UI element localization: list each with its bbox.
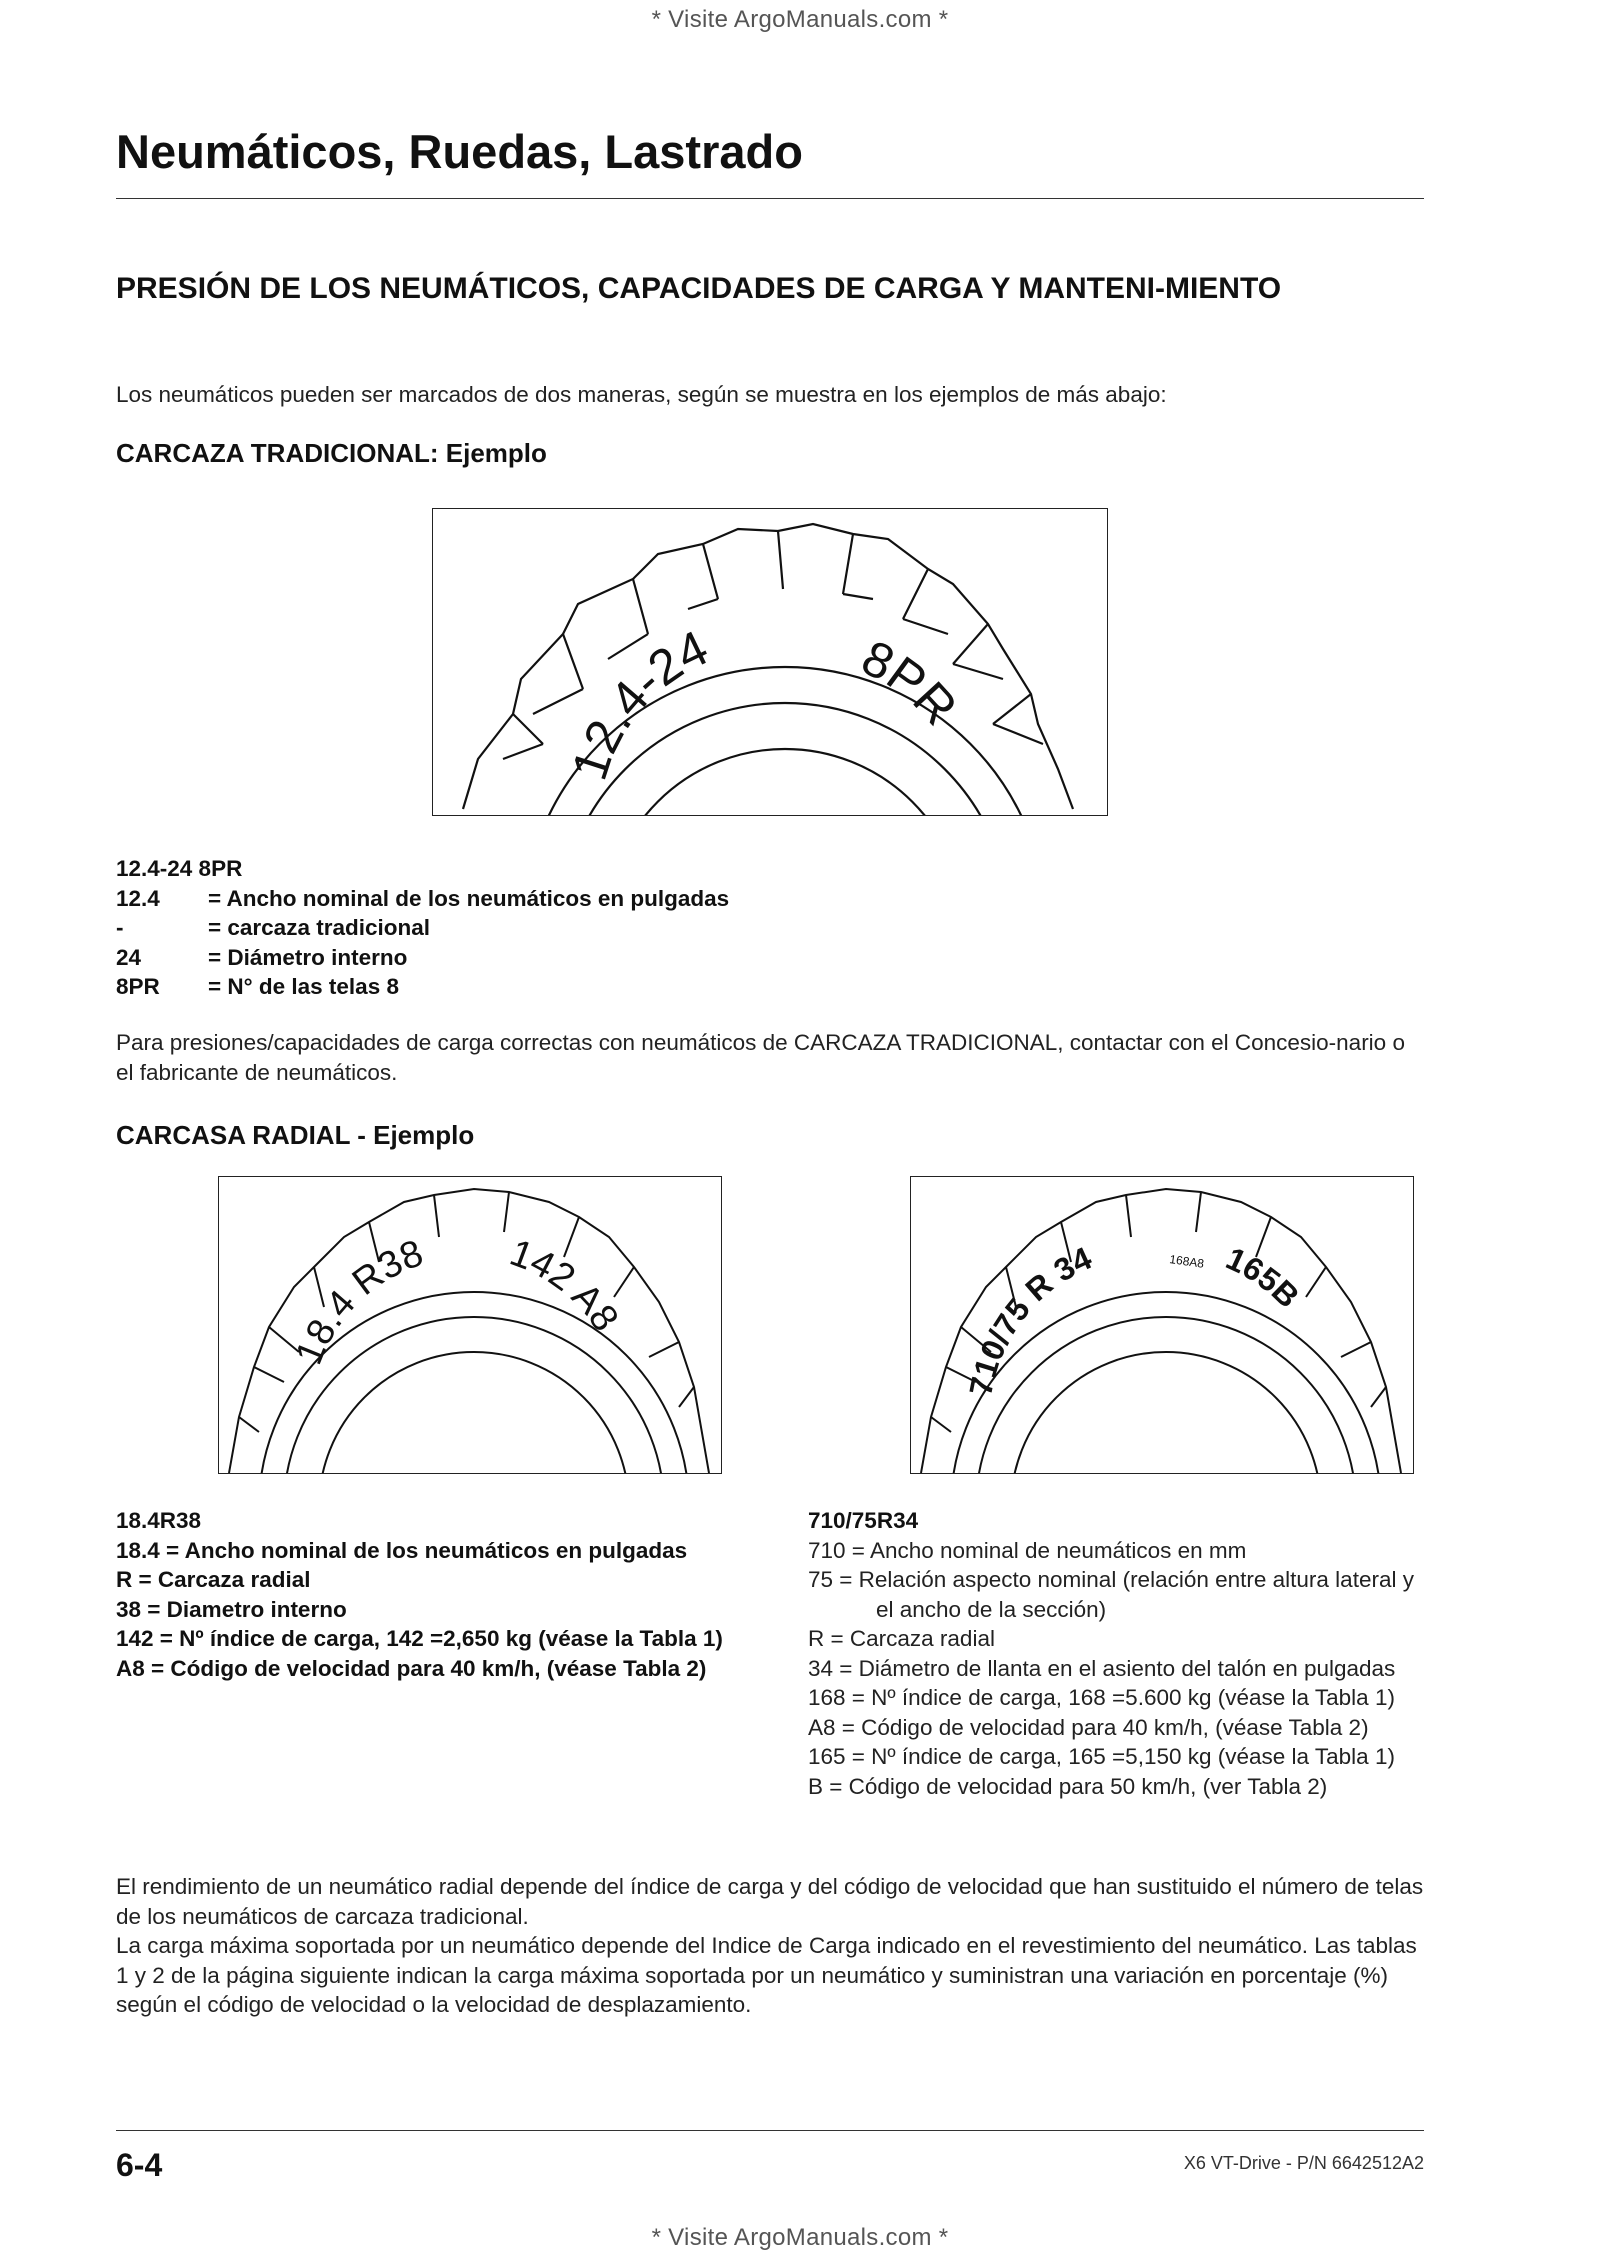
hub [1011,1352,1321,1473]
intro-text: Los neumáticos pueden ser marcados de dos maneras, según se muestra en los ejemplos de más abajo: [116,382,1167,407]
radial-right-codes [808,1506,1428,1801]
radial-left-code-row: 38 = Diametro interno [116,1596,347,1622]
radial-tire-figure-right [910,1176,1414,1474]
traditional-tire-drawing [433,509,1107,815]
svg-text:18.4 R38 [288,1232,429,1370]
watermark-bottom: * Visite ArgoManuals.com * [651,2224,949,2251]
radial-left-code-row: R = Carcaza radial [116,1567,311,1592]
chapter-title: Neumáticos, Ruedas, Lastrado [116,125,803,178]
radial-tire-figure-left [218,1176,722,1474]
watermark-top: * Visite ArgoManuals.com * [651,6,949,33]
hub [319,1352,629,1473]
radial-right-code-row: 34 = Diámetro de llanta en el asiento del talón en pulgadas [808,1655,1396,1681]
tire-small-label: 168A8 [1168,1252,1205,1271]
radial-right-code-row: 710 = Ancho nominal de neumáticos en mm [808,1537,1247,1563]
tire-lug-lines [239,1192,694,1432]
radial-right-code-row: B = Código de velocidad para 50 km/h, (ver Tabla 2) [808,1773,1328,1799]
hub [605,749,965,815]
radial-right-code-row: R = Carcaza radial [808,1626,995,1651]
radial-tire-drawing-right [911,1177,1413,1473]
tire-size-label: 18.4 R38 [288,1232,429,1371]
traditional-code-row: 8PR = N° de las telas 8 [116,974,399,999]
radial-tire-drawing-left [219,1177,721,1473]
section-title: PRESIÓN DE LOS NEUMÁTICOS, CAPACIDADES DE CARGA Y MANTENI-MIENTO [116,272,1282,305]
radial-left-code-title: 18.4R38 [116,1508,202,1533]
radial-right-code-row: 168 = Nº índice de carga, 168 =5.600 kg (véase la Tabla 1) [808,1685,1395,1710]
traditional-code-row: 24 = Diámetro interno [116,944,408,970]
tire-size-label: 710/75 R 34 [962,1239,1097,1399]
tire-ply-label: 8PR [853,629,969,736]
rim-inner [284,1317,664,1473]
radial-left-codes [116,1506,730,1683]
svg-text:12.4-24 [561,619,716,786]
radial-heading: CARCASA RADIAL - Ejemplo [116,1120,475,1150]
header-rule [116,198,1424,199]
traditional-code-title: 12.4-24 8PR [116,856,243,881]
radial-right-code-row: A8 = Código de velocidad para 40 km/h, (véase Tabla 2) [808,1714,1369,1740]
traditional-code-row: 12.4 = Ancho nominal de los neumáticos en pulgadas [116,885,730,911]
footer-rule [116,2130,1424,2131]
radial-right-code-title: 710/75R34 [808,1508,919,1533]
tire-size-label: 12.4-24 [560,619,717,787]
tire-load-label: 165B [1220,1239,1307,1315]
radial-left-code-row: A8 = Código de velocidad para 40 km/h, (véase Tabla 2) [116,1655,707,1681]
closing-text [116,1872,1424,2020]
radial-left-code-row: 18.4 = Ancho nominal de los neumáticos en pulgadas [116,1537,688,1563]
traditional-codes [116,854,1016,1002]
rim-inner [976,1317,1356,1473]
document-id: X6 VT-Drive - P/N 6642512A2 [1183,2153,1424,2173]
traditional-code-row: - = carcaza tradicional [116,915,430,940]
closing-paragraph: El rendimiento de un neumático radial depende del índice de carga y del código de velocidad que han sustituido el número de telas de los neumáticos de carcaza tradicional. [116,1874,1424,1929]
tire-load-label: 142 A8 [504,1231,627,1339]
traditional-heading: CARCAZA TRADICIONAL: Ejemplo [116,438,547,468]
page-number: 6-4 [116,2147,163,2183]
radial-left-code-row: 142 = Nº índice de carga, 142 =2,650 kg (véase la Tabla 1) [116,1626,723,1651]
radial-right-code-row: 165 = Nº índice de carga, 165 =5,150 kg (véase la Tabla 1) [808,1744,1395,1769]
radial-right-code-row: 75 = Relación aspecto nominal (relación entre altura lateral y el ancho de la sección) [808,1567,1414,1622]
traditional-tire-figure [432,508,1108,816]
closing-paragraph: La carga máxima soportada por un neumático depende del Indice de Carga indicado en el revestimiento del neumático. Las tablas 1 y 2 de la página siguiente indican la carga máxima soportada por un neumático y suministran una variación en porcentaje (%) según el código de velocidad o la velocidad de desplazamiento. [116,1933,1417,2017]
traditional-note: Para presiones/capacidades de carga correctas con neumáticos de CARCAZA TRADICIONAL, contactar con el Concesio-nario o el fabricante de neumáticos. [116,1030,1405,1085]
